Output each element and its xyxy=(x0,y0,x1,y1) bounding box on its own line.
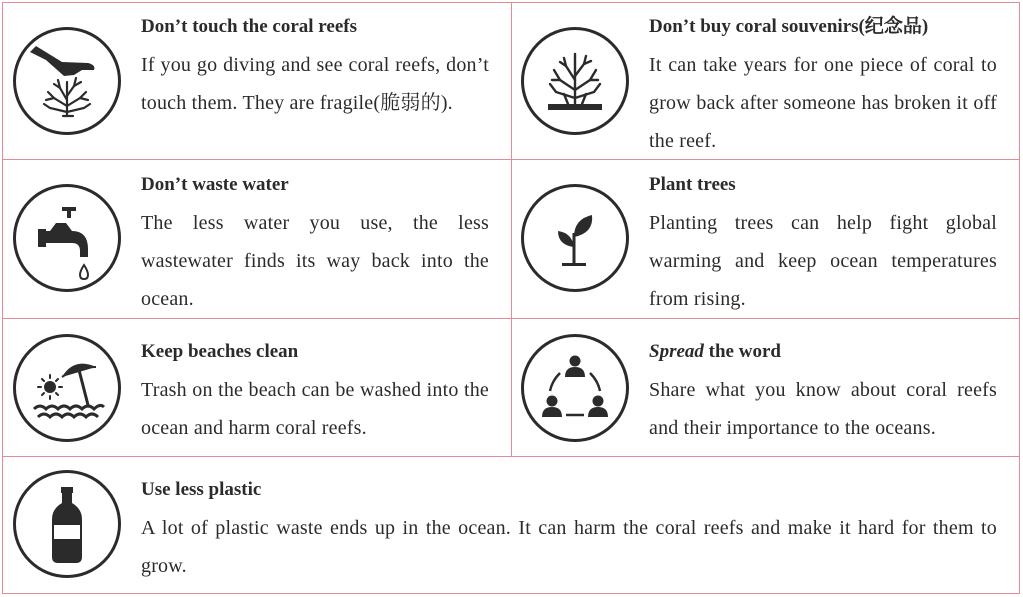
beach-umbrella-icon xyxy=(13,334,121,442)
tip-title-emphasis: Spread xyxy=(649,341,704,362)
tip-text: Trash on the beach can be washed into the ocean and harm coral reefs. xyxy=(141,379,489,439)
tip-title: Use less plastic xyxy=(141,479,262,500)
tips-table xyxy=(2,2,1020,594)
tip-cell-spread-the-word xyxy=(511,318,1019,456)
tip-cell-use-less-plastic xyxy=(3,456,1019,592)
tip-cell-dont-buy-souvenirs xyxy=(511,3,1019,159)
tip-text: The less water you use, the less wastewater finds its way back into the ocean. xyxy=(141,212,489,310)
tip-cell-dont-waste-water xyxy=(3,159,511,318)
dripping-faucet-icon xyxy=(13,184,121,292)
plastic-bottle-icon xyxy=(13,470,121,578)
seedling-icon xyxy=(521,184,629,292)
tip-text: Planting trees can help fight global warming and keep ocean temperatures from rising. xyxy=(649,212,997,310)
tip-cell-plant-trees xyxy=(511,159,1019,318)
tip-text: A lot of plastic waste ends up in the ocean. It can harm the coral reefs and make it hard for them to grow. xyxy=(141,517,997,577)
tip-text: It can take years for one piece of coral to grow back after someone has broken it off the reef. xyxy=(649,54,997,152)
tip-title xyxy=(649,340,781,364)
tip-title: Don’t waste water xyxy=(141,174,289,195)
tip-title: Don’t touch the coral reefs xyxy=(141,16,357,37)
people-circle-icon xyxy=(521,334,629,442)
tip-text: Share what you know about coral reefs and their importance to the oceans. xyxy=(649,379,997,439)
tip-title: Don’t buy coral souvenirs(纪念品) xyxy=(649,16,929,37)
tip-text: If you go diving and see coral reefs, don’t touch them. They are fragile(脆弱的). xyxy=(141,54,489,114)
tip-title-rest: the word xyxy=(703,341,781,362)
tip-cell-keep-beaches-clean xyxy=(3,318,511,456)
tip-title: Keep beaches clean xyxy=(141,341,299,362)
tip-cell-dont-touch-coral xyxy=(3,3,511,159)
coral-souvenir-icon xyxy=(521,27,629,135)
tip-title: Plant trees xyxy=(649,174,736,195)
hand-touching-coral-icon xyxy=(13,27,121,135)
